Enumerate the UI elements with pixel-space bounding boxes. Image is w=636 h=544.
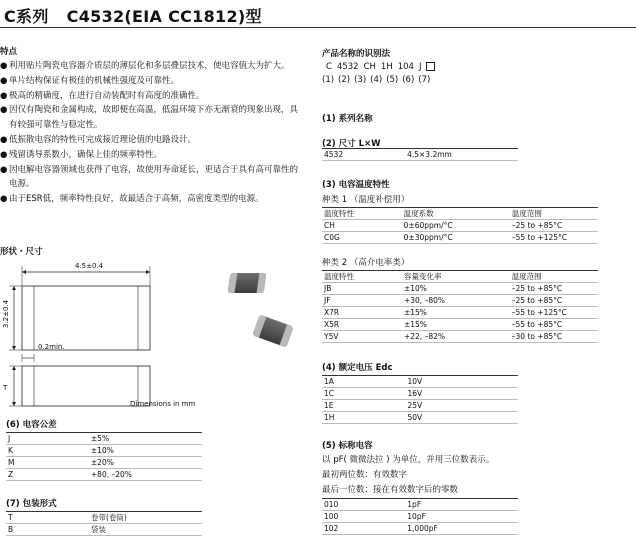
feature-text: 利用贴片陶瓷电容器介质层的薄层化和多层叠层技术，使电容值大为扩大。	[9, 61, 290, 71]
capacitance-description	[322, 453, 494, 498]
bullet-icon: ●	[0, 194, 8, 205]
feature-text: 单片结构保证有极佳的机械性强度及可靠性。	[9, 75, 180, 86]
feature-item	[0, 89, 305, 104]
table-row	[6, 445, 202, 457]
table-header-cell: 温度范围	[510, 271, 598, 283]
table-header-cell: 温度特性	[322, 271, 402, 283]
table-header-cell: 容量变化率	[402, 271, 510, 283]
capacitance-line: 最后一位数：接在有效数字后的零数	[322, 485, 459, 495]
feature-item	[0, 103, 305, 133]
part-code-segment: 104	[397, 62, 414, 72]
table-cell: 16V	[405, 388, 518, 400]
table-cell: ±20%	[89, 457, 202, 469]
feature-text: 极高的精确度，在进行自动装配时有高度的准确性。	[9, 90, 205, 101]
table-cell: K	[6, 445, 89, 457]
table-cell: X5R	[322, 319, 402, 331]
table-row	[6, 524, 202, 536]
table-cell: 袋装	[89, 524, 202, 536]
table-row	[6, 469, 202, 481]
part-code-index: (3)	[354, 75, 367, 85]
table-cell: –55 to +125°C	[510, 232, 598, 244]
table-row	[322, 400, 518, 412]
part-code-index: (6)	[402, 75, 415, 85]
class2-label: 种类 2 （高介电率类）	[322, 258, 410, 268]
tolerance-heading: (6) 电容公差	[6, 420, 57, 430]
capacitance-heading: (5) 标称电容	[322, 441, 373, 451]
table-cell: –55 to +85°C	[510, 319, 598, 331]
table-cell: +80, –20%	[89, 469, 202, 481]
dim-width-label: 3.2±0.4	[2, 299, 10, 328]
table-row	[6, 433, 202, 445]
feature-text: 由于ESR低，频率特性良好，故最适合于高频，高密度类型的电源。	[9, 194, 264, 205]
table-row	[6, 512, 202, 524]
feature-text: 因电解电容器领域也获得了电容，故使用寿命延长，更适合于具有高可靠性的电源。	[9, 164, 299, 190]
part-code-index: (7)	[418, 75, 431, 85]
bullet-icon: ●	[0, 149, 8, 160]
series-title: C系列	[4, 7, 49, 26]
capacitance-line: 最初两位数：有效数字	[322, 470, 408, 480]
voltage-table	[322, 375, 518, 424]
temp-char-heading: (3) 电容温度特性	[322, 180, 390, 190]
chip-photo-2	[252, 315, 293, 348]
table-cell: +30, –80%	[402, 295, 510, 307]
table-cell: –25 to +85°C	[510, 295, 598, 307]
table-cell: ±10%	[89, 445, 202, 457]
table-row	[322, 149, 518, 161]
table-header-row	[322, 208, 598, 220]
table-cell: 010	[322, 499, 405, 511]
table-cell: Z	[6, 469, 89, 481]
feature-item	[0, 148, 305, 163]
table-cell: B	[6, 524, 89, 536]
table-row	[322, 523, 518, 535]
bullet-icon: ●	[0, 90, 8, 101]
table-cell: ±15%	[402, 319, 510, 331]
bullet-icon: ●	[0, 105, 8, 116]
table-row	[322, 499, 518, 511]
table-cell: 1A	[322, 376, 405, 388]
part-code-index: (5)	[386, 75, 399, 85]
table-cell: 0±30ppm/°C	[402, 232, 510, 244]
part-code-segment: 4532	[336, 62, 359, 72]
features-heading: 特点	[0, 47, 18, 57]
table-cell: 1E	[322, 400, 405, 412]
table-cell: JB	[322, 283, 402, 295]
dimensions-unit-note: Dimensions in mm	[130, 400, 196, 408]
table-cell: 50V	[405, 412, 518, 424]
dim-t-label: T	[3, 384, 8, 392]
table-header-cell: 温度系数	[402, 208, 510, 220]
table-cell: +22, –82%	[402, 331, 510, 343]
table-row	[322, 388, 518, 400]
feature-text: 残留诱导系数小，确保上佳的频率特性。	[9, 149, 163, 160]
dim-length-label: 4.5±0.4	[75, 262, 104, 270]
page-title	[4, 4, 262, 27]
title-divider	[0, 27, 636, 28]
packaging-heading: (7) 包装形式	[6, 499, 57, 509]
class1-label: 种类 1 （温度补偿用）	[322, 195, 410, 205]
table-cell: 4532	[322, 149, 405, 161]
class1-table	[322, 207, 598, 244]
table-cell: –25 to +85°C	[510, 220, 598, 232]
feature-text: 因仅有陶瓷和金属构成，故即便在高温，低温环境下亦无渐衰的现象出现，具有较强可靠性与稳定性。	[9, 105, 299, 131]
table-header-cell: 温度范围	[510, 208, 598, 220]
table-cell: 10pF	[405, 511, 518, 523]
feature-item	[0, 133, 305, 148]
part-code-index: (4)	[370, 75, 383, 85]
dimension-drawing	[0, 258, 210, 413]
table-cell: 102	[322, 523, 405, 535]
table-cell: 1H	[322, 412, 405, 424]
table-cell: 4.5×3.2mm	[405, 149, 518, 161]
feature-item	[0, 163, 305, 193]
table-header-row	[322, 271, 598, 283]
table-cell: 1C	[322, 388, 405, 400]
table-row	[322, 412, 518, 424]
table-row	[322, 331, 598, 343]
table-row	[322, 232, 598, 244]
part-number-example	[326, 62, 440, 72]
table-cell: C0G	[322, 232, 402, 244]
part-code-segment: CH	[363, 62, 376, 72]
size-heading: (2) 尺寸 L×W	[322, 139, 381, 149]
table-row	[322, 319, 598, 331]
table-cell: 1pF	[405, 499, 518, 511]
table-cell: 25V	[405, 400, 518, 412]
table-cell: 0±60ppm/°C	[402, 220, 510, 232]
features-list	[0, 59, 305, 207]
series-name-heading: (1) 系列名称	[322, 114, 373, 124]
bullet-icon: ●	[0, 164, 8, 175]
table-cell: Y5V	[322, 331, 402, 343]
part-code-segment: C	[326, 62, 332, 72]
table-row	[322, 307, 598, 319]
table-cell: ±10%	[402, 283, 510, 295]
bullet-icon: ●	[0, 75, 8, 86]
part-code-segment: 1H	[380, 62, 393, 72]
part-number-indices	[322, 75, 434, 85]
table-cell: 10V	[405, 376, 518, 388]
table-cell: ±15%	[402, 307, 510, 319]
table-cell: JF	[322, 295, 402, 307]
voltage-heading: (4) 额定电压 Edc	[322, 363, 393, 373]
part-code-segment: J	[418, 62, 422, 72]
blank-box-icon	[426, 62, 435, 71]
table-cell: ±5%	[89, 433, 202, 445]
dim-min-label: 0.2min.	[38, 343, 65, 351]
table-row	[322, 295, 598, 307]
table-cell: 卷带(卷筒)	[89, 512, 202, 524]
table-row	[322, 283, 598, 295]
part-title: C4532(EIA CC1812)型	[66, 7, 262, 26]
class2-table	[322, 270, 598, 343]
table-cell: CH	[322, 220, 402, 232]
table-row	[322, 220, 598, 232]
table-cell: –30 to +85°C	[510, 331, 598, 343]
table-row	[322, 511, 518, 523]
identification-heading: 产品名称的识别法	[322, 49, 391, 59]
part-code-index: (2)	[338, 75, 351, 85]
table-cell: –55 to +125°C	[510, 307, 598, 319]
table-cell: –25 to +85°C	[510, 283, 598, 295]
table-cell: M	[6, 457, 89, 469]
packaging-table	[6, 511, 202, 536]
table-cell: 1,000pF	[405, 523, 518, 535]
bullet-icon: ●	[0, 134, 8, 145]
capacitance-table	[322, 498, 518, 535]
feature-item	[0, 74, 305, 89]
table-row	[6, 457, 202, 469]
tolerance-table	[6, 432, 202, 481]
table-cell: T	[6, 512, 89, 524]
table-header-cell: 温度特性	[322, 208, 402, 220]
feature-text: 低振散电容的特性可完成接近理论值的电路设计。	[9, 134, 197, 145]
table-cell: X7R	[322, 307, 402, 319]
feature-item	[0, 59, 305, 74]
capacitance-line: 以 pF( 微微法拉 ) 为单位，并用三位数表示。	[322, 455, 495, 465]
table-cell: J	[6, 433, 89, 445]
part-code-index: (1)	[322, 75, 335, 85]
bullet-icon: ●	[0, 61, 8, 71]
size-table	[322, 148, 518, 161]
shape-heading: 形状・尺寸	[0, 247, 43, 257]
table-cell: 100	[322, 511, 405, 523]
feature-item	[0, 192, 305, 207]
table-row	[322, 376, 518, 388]
chip-photo-1	[228, 273, 267, 293]
